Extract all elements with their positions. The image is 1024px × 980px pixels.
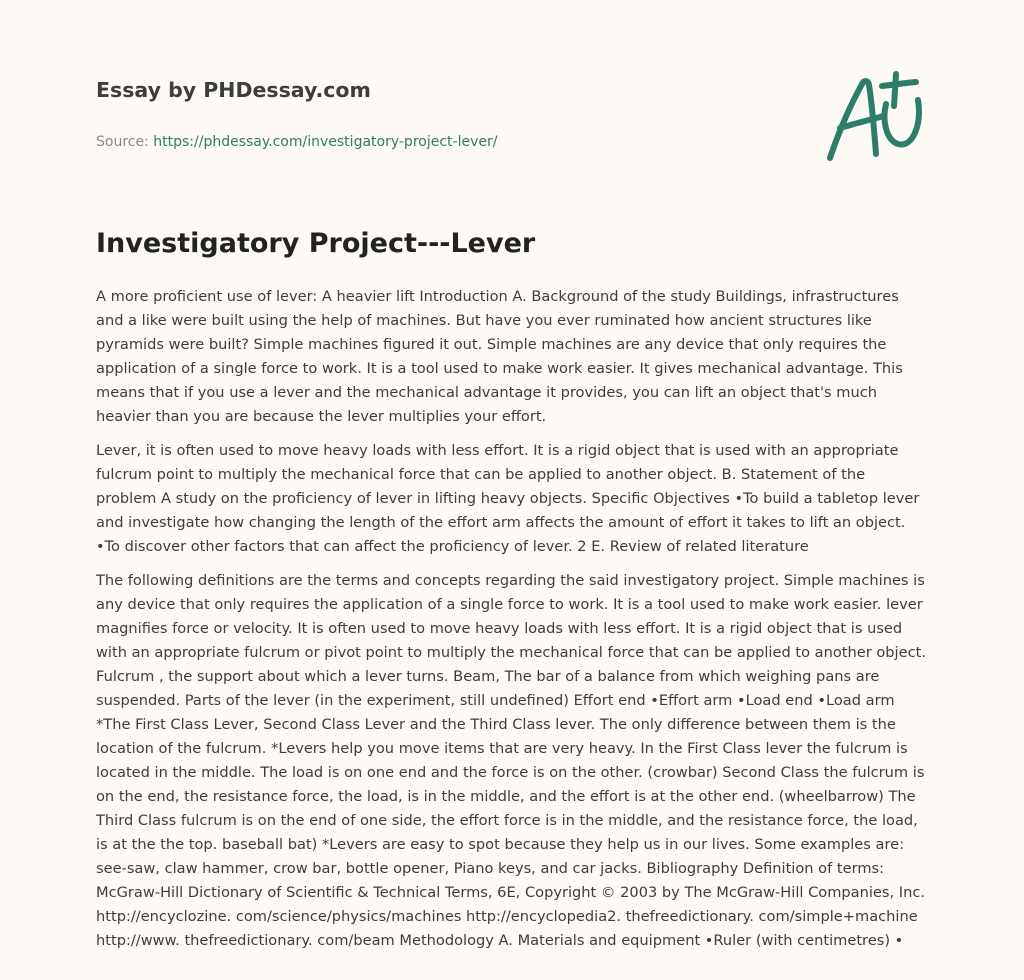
brand-title: Essay by PHDessay.com: [96, 78, 371, 102]
paragraph: Lever, it is often used to move heavy loads with less effort. It is a rigid object that is used with an appropriate fulcrum point to multiply the mechanical force that can be applied to another object. B. Statement of the problem A study on the proficiency of lever in lifting heavy objects. Specific Objectives •To build a tabletop lever and investigate how changing the length of the effort arm affects the amount of effort it takes to lift an object. •To discover other factors that can affect the proficiency of lever. 2 E. Review of related literature: [96, 442, 920, 555]
source-link[interactable]: https://phdessay.com/investigatory-project-lever/: [153, 134, 498, 150]
a-plus-logo-icon: [824, 70, 928, 164]
source-line: [96, 132, 796, 152]
paragraph: The following definitions are the terms and concepts regarding the said investigatory project. Simple machines is any device that only requires the application of a single force to work. It is a tool used to make work easier. lever magnifies force or velocity. It is often used to move heavy loads with less effort. It is a rigid object that is used with an appropriate fulcrum or pivot point to multiply the mechanical force that can be applied to another object. Fulcrum , the support about which a lever turns. Beam, The bar of a balance from which weighing pans are suspended. Parts of the lever (in the experiment, still undefined) Effort end •Effort arm •Load end •Load arm *The First Class Lever, Second Class Lever and the Third Class lever. The only difference between them is the location of the fulcrum. *Levers help you move items that are very heavy. In the First Class lever the fulcrum is located in the middle. The load is on one end and the force is on the other. (crowbar) Second Class the fulcrum is on the end, the resistance force, the load, is in the middle, and the effort is at the other end. (wheelbarrow) The Third Class fulcrum is on the end of one side, the effort force is in the middle, and the resistance force, the load, is at the the top. baseball bat) *Levers are easy to spot because they help us in our lives. Some examples are: see-saw, claw hammer, crow bar, bottle opener, Piano keys, and car jacks. Bibliography Definition of terms: McGraw-Hill Dictionary of Scientific & Technical Terms, 6E, Copyright © 2003 by The McGraw-Hill Companies, Inc. http://encyclozine. com/science/physics/machines http://encyclopedia2. thefreedictionary. com/simple+machine http://www. thefreedictionary. com/beam Methodology A. Materials and equipment •Ruler (with centimetres) •: [96, 572, 926, 949]
source-label: Source:: [96, 134, 154, 150]
paragraph: A more proficient use of lever: A heavier lift Introduction A. Background of the study Buildings, infrastructures and a like were built using the help of machines. But have you ever ruminated how ancient structures like pyramids were built? Simple machines figured it out. Simple machines are any device that only requires the application of a single force to work. It is a tool used to make work easier. It gives mechanical advantage. This means that if you use a lever and the mechanical advantage it provides, you can lift an object that's much heavier than you are because the lever multiplies your effort.: [96, 288, 903, 425]
article-body: [96, 285, 930, 963]
essay-header: [96, 76, 796, 152]
article-title: Investigatory Project---Lever: [96, 228, 536, 259]
